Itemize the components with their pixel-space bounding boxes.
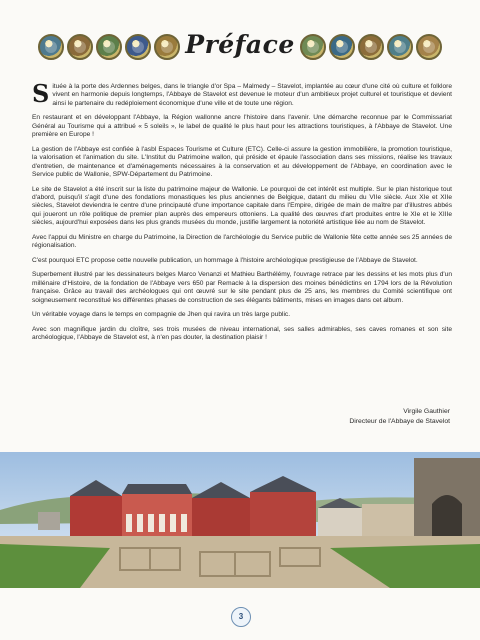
paragraph-journey: Un véritable voyage dans le temps en compagnie de Jhen qui ravira un très large public. xyxy=(32,311,291,319)
paragraph-management: La gestion de l'Abbaye est confiée à l'asbl Espaces Tourisme et Culture (ETC). Celle-ci assure la gestion immobilière, la promotion touristique, la valorisation et l'animation du site. L'Institut du Patrimoine wallon, qui préside et épaule l'association dans ses missions, réalise les travaux d'entretien, de maintenance et d'aménagements nécessaires à la conservation et au développement de l'Abbaye, en coordination avec le Service public de Wallonie, SPW-Département du Patrimoine. xyxy=(32,145,452,179)
paragraph-publication: C'est pourquoi ETC propose cette nouvelle publication, un hommage à l'histoire archéologique prestigieuse de l'Abbaye de Stavelot. xyxy=(32,256,418,264)
paragraph-text: ituée à la porte des Ardennes belges, dans le triangle d'or Spa – Malmedy – Stavelot, implantée au cœur d'une cité où culture et folklore vivent en harmonie depuis longtemps, l'Abbaye de Stavelot est devenue le moteur d'un ambitieux projet culturel et touristique et devient ainsi le partenaire du redéploiement économique d'une ville et de toute une région. xyxy=(52,83,452,107)
preface-body xyxy=(32,79,452,349)
paragraph-destination: Avec son magnifique jardin du cloître, ses trois musées de niveau international, ses salles admirables, ses caves romanes et son site archéologique, l'Abbaye de Stavelot est, à n'en pas douter, la destination plaisir ! xyxy=(32,325,452,342)
paragraph-heritage: Le site de Stavelot a été inscrit sur la liste du patrimoine majeur de Wallonie. Le pourquoi de cet intérêt est multiple. Sur le plan historique tout d'abord, puisqu'il s'agit d'une des fondations monastiques les plus anciennes de Belgique, datant du milieu du VIIe siècle. Aux XIe et XIIe siècles, Stavelot deviendra le centre d'une principauté d'une importance capitale dans l'Empire, dirigée de main de maître par d'illustres abbés qui joueront un rôle politique de premier plan auprès des empereurs ottoniens. La qualité des œuvres d'art produites entre le XIe et le XIIIe siècles, aujourd'hui exposées dans les plus grands musées du monde, justifie largement la notoriété artistique liée au nom de Stavelot. xyxy=(32,185,452,227)
abbey-wing-right xyxy=(250,492,316,536)
abbey-roof-arcade xyxy=(122,484,192,494)
coat-of-arms-icon xyxy=(300,34,326,60)
abbey-wing-center xyxy=(192,498,250,536)
abbey-wing-left xyxy=(70,496,122,536)
coat-of-arms-icon xyxy=(329,34,355,60)
abbey-photo-illustration xyxy=(0,452,480,588)
village-house xyxy=(38,512,60,530)
tower-arch xyxy=(432,495,462,540)
signatory-name: Virgile Gauthier xyxy=(403,408,450,415)
coat-of-arms-icon xyxy=(387,34,413,60)
white-building xyxy=(318,508,362,536)
drop-cap: S xyxy=(32,79,50,108)
signature-block xyxy=(349,407,450,426)
coat-of-arms-icon xyxy=(358,34,384,60)
paragraph-intro xyxy=(32,79,452,108)
signatory-role: Directeur de l'Abbaye de Stavelot xyxy=(349,417,450,425)
page-number: 3 xyxy=(231,607,251,627)
page-title: Préface xyxy=(185,30,295,59)
abbey-photo xyxy=(0,452,480,588)
stone-building xyxy=(362,504,414,536)
seal-row-right xyxy=(300,34,442,60)
page-header xyxy=(0,28,480,72)
paragraph-minister: Avec l'appui du Ministre en charge du Patrimoine, la Direction de l'archéologie du Service public de Wallonie fête cette année ses 25 années de régionalisation. xyxy=(32,233,452,250)
paragraph-illustrators: Superbement illustré par les dessinateurs belges Marco Venanzi et Mathieu Barthélémy, l'ouvrage retrace par les dessins et les mots plus d'un millénaire d'Histoire, de la fondation de l'Abbaye vers 650 par Remacle à la dispersion des moines bénédictins en 1794 lors de la Révolution française. Grâce au travail des archéologues qui ont œuvré sur le site pendant plus de 25 ans, les membres du Comité scientifique ont soigneusement reconstitué les différentes phases de construction de ses élégants bâtiments, mises en images dans cet album. xyxy=(32,271,452,304)
paragraph-region: En restaurant et en développant l'Abbaye, la Région wallonne ancre l'histoire dans l'avenir. Une démarche reconnue par le Commissariat Général au Tourisme qui a attribué « 5 soleils », le label de qualité le plus haut pour les attractions touristiques, à l'Abbaye de Stavelot. Une première en Europe ! xyxy=(32,114,452,139)
coat-of-arms-icon xyxy=(416,34,442,60)
